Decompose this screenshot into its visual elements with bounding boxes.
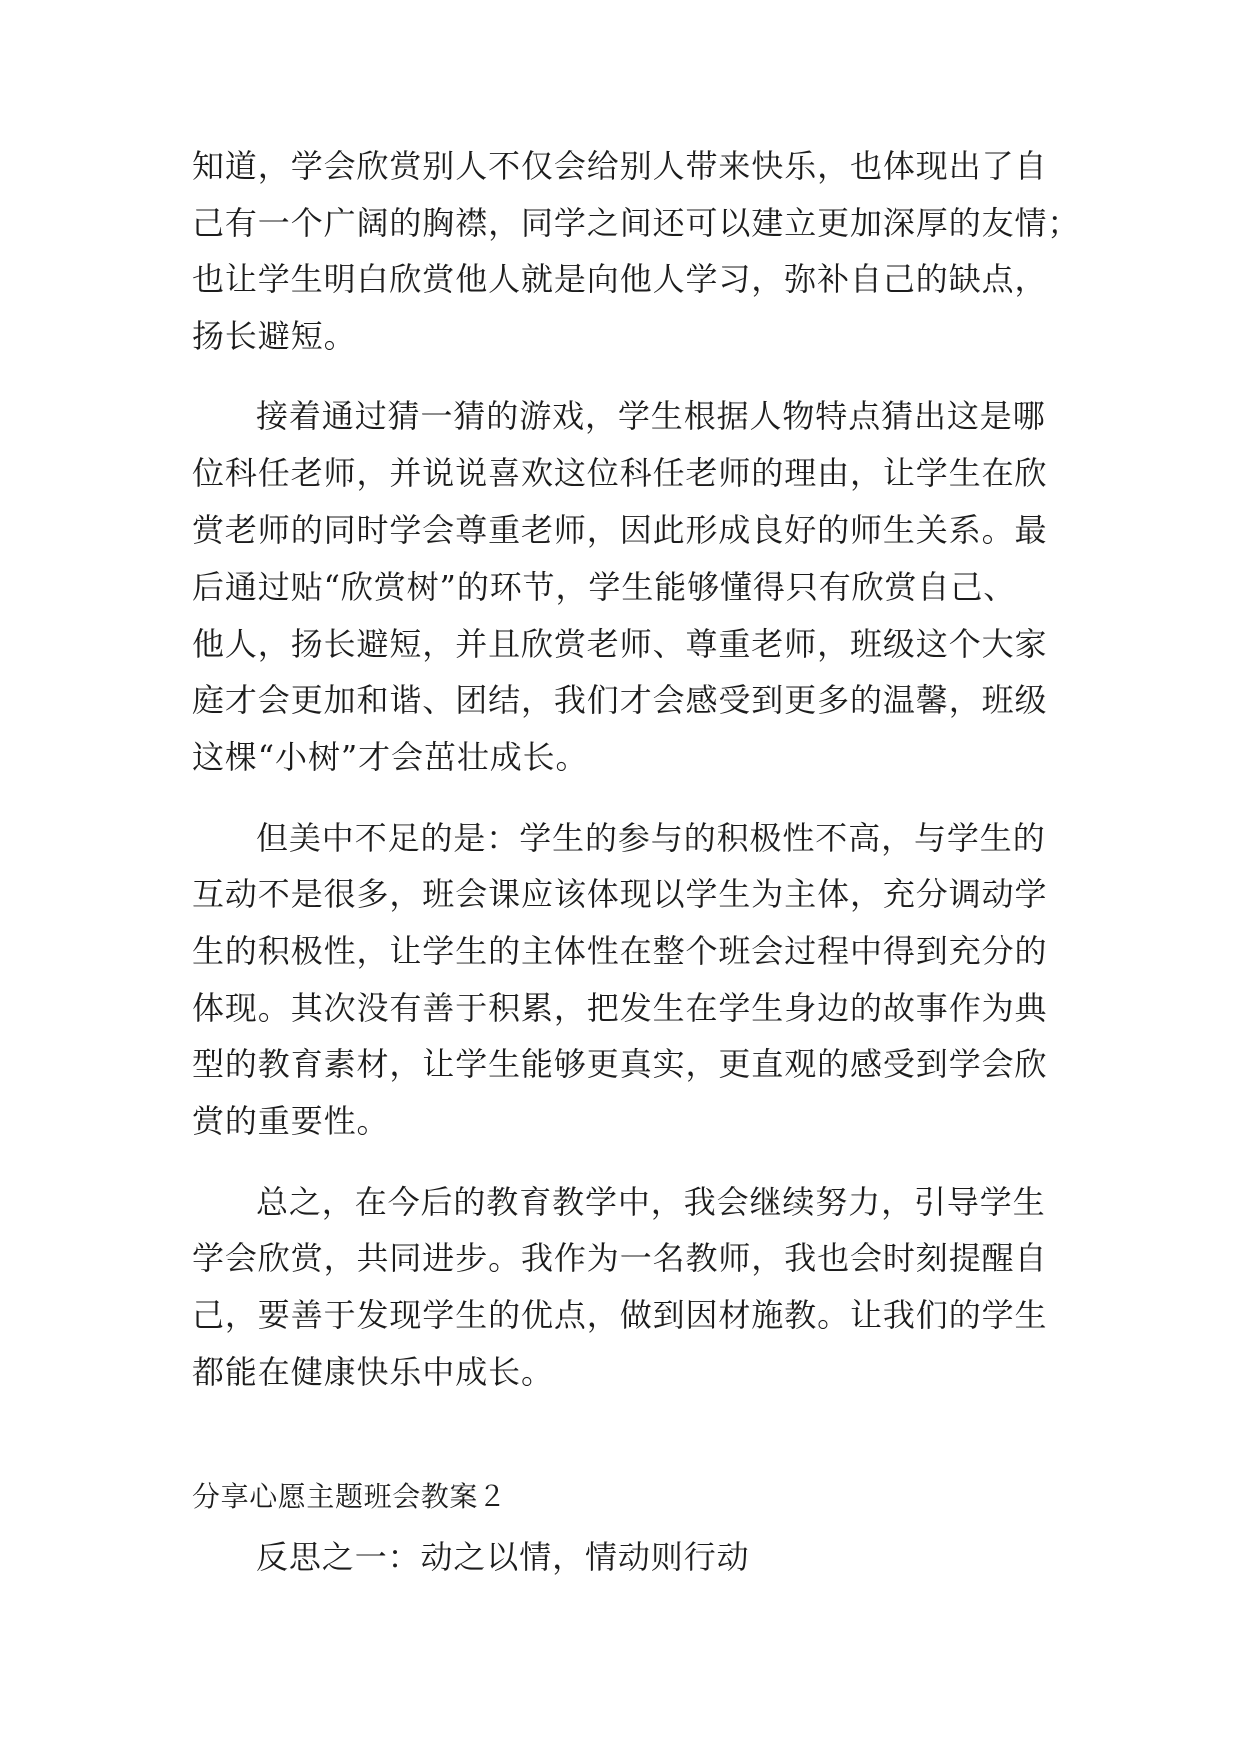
section-title: 分享心愿主题班会教案２: [192, 1480, 507, 1513]
paragraph-line: 位科任老师，并说说喜欢这位科任老师的理由，让学生在欣: [192, 454, 1048, 492]
paragraph-line: 生的积极性，让学生的主体性在整个班会过程中得到充分的: [192, 932, 1048, 970]
paragraph-line: 也让学生明白欣赏他人就是向他人学习，弥补自己的缺点，: [192, 260, 1048, 298]
paragraph-line: 但美中不足的是：学生的参与的积极性不高，与学生的: [256, 819, 1046, 857]
paragraph-line: 赏的重要性。: [192, 1102, 390, 1140]
paragraph-line: 学会欣赏，共同进步。我作为一名教师，我也会时刻提醒自: [192, 1239, 1048, 1277]
paragraph-line: 他人，扬长避短，并且欣赏老师、尊重老师，班级这个大家: [192, 625, 1048, 663]
paragraph-line: 总之，在今后的教育教学中，我会继续努力，引导学生: [256, 1183, 1046, 1221]
paragraph-line: 后通过贴“欣赏树”的环节，学生能够懂得只有欣赏自己、: [192, 568, 1017, 606]
paragraph-line: 己有一个广阔的胸襟，同学之间还可以建立更加深厚的友情；: [192, 204, 1081, 242]
paragraph-line: 都能在健康快乐中成长。: [192, 1353, 554, 1391]
paragraph-line: 互动不是很多，班会课应该体现以学生为主体，充分调动学: [192, 875, 1048, 913]
paragraph-line: 己，要善于发现学生的优点，做到因材施教。让我们的学生: [192, 1296, 1048, 1334]
paragraph-line: 知道，学会欣赏别人不仅会给别人带来快乐，也体现出了自: [192, 147, 1048, 185]
subheading: 反思之一：动之以情，情动则行动: [256, 1538, 750, 1576]
paragraph-line: 接着通过猜一猜的游戏，学生根据人物特点猜出这是哪: [256, 397, 1046, 435]
paragraph-line: 庭才会更加和谐、团结，我们才会感受到更多的温馨，班级: [192, 681, 1048, 719]
paragraph-line: 体现。其次没有善于积累，把发生在学生身边的故事作为典: [192, 989, 1048, 1027]
paragraph-line: 这棵“小树”才会茁壮成长。: [192, 738, 589, 776]
paragraph-line: 赏老师的同时学会尊重老师，因此形成良好的师生关系。最: [192, 511, 1048, 549]
paragraph-line: 扬长避短。: [192, 317, 357, 355]
paragraph-line: 型的教育素材，让学生能够更真实，更直观的感受到学会欣: [192, 1045, 1048, 1083]
